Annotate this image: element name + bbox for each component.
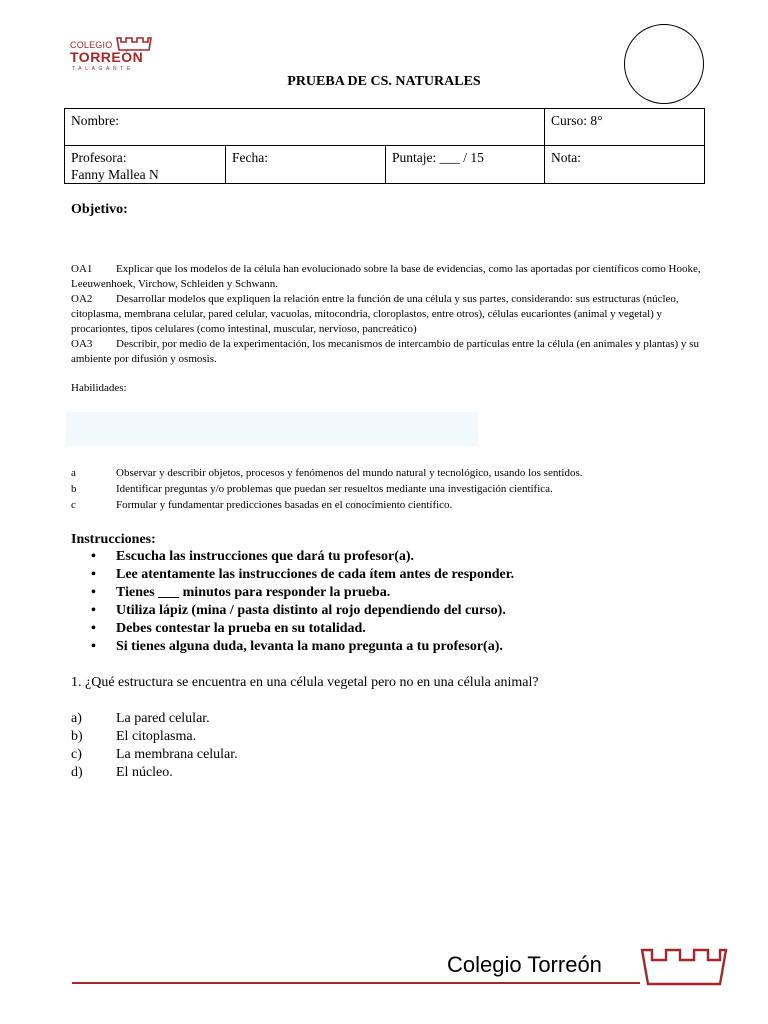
tower-battlement-icon <box>640 948 728 986</box>
instrucciones-heading: Instrucciones: <box>71 532 156 547</box>
profesora-cell <box>65 146 226 184</box>
instruction-item: • Lee atentamente las instrucciones de cada ítem antes de responder. <box>91 567 515 582</box>
nombre-field[interactable]: Nombre: <box>65 109 545 146</box>
page-title: PRUEBA DE CS. NATURALES <box>287 74 481 89</box>
footer-divider <box>72 982 640 984</box>
school-logo <box>70 36 152 72</box>
objective-item: OA1 Explicar que los modelos de la célula han evolucionado sobre la base de evidencias, como las aportadas por científicos como Hooke, Leeuwenhoek, Virchow, Schleiden y Schwann. <box>71 263 701 290</box>
answer-option-a[interactable]: a) La pared celular. <box>71 711 210 726</box>
skill-item: c Formular y fundamentar predicciones basadas en el conocimiento científico. <box>71 499 453 511</box>
skill-item: b Identificar preguntas y/o problemas que puedan ser resueltos mediante una investigación científica. <box>71 483 553 495</box>
instruction-item: • Tienes ___ minutos para responder la prueba. <box>91 585 391 600</box>
answer-option-c[interactable]: c) La membrana celular. <box>71 747 238 762</box>
logo-top-text: COLEGIO <box>70 40 113 50</box>
answer-option-d[interactable]: d) El núcleo. <box>71 765 173 780</box>
objective-item: OA2 Desarrollar modelos que expliquen la relación entre la función de una célula y sus partes, considerando: sus estructuras (núcleo, citoplasma, membrana celular, pared celular, vacuolas, mitocondria, cloroplastos, entre otros), células eucariontes (animal y vegetal) y procariontes, tipos celulares (como intestinal, muscular, nervioso, pancreático) <box>71 293 679 335</box>
instruction-item: • Debes contestar la prueba en su totalidad. <box>91 621 366 636</box>
logo-main-text: TORREÓN <box>70 49 144 65</box>
bullet-icon: • <box>91 621 96 636</box>
instruction-item: • Escucha las instrucciones que dará tu profesor(a). <box>91 549 415 564</box>
habilidades-heading: Habilidades: <box>71 382 127 394</box>
footer-school-name: Colegio Torreón <box>447 952 602 977</box>
objective-item: OA3 Describir, por medio de la experimentación, los mecanismos de intercambio de partículas entre la célula (en animales y plantas) y su ambiente por difusión y osmosis. <box>71 338 699 365</box>
profesora-name: Fanny Mallea N <box>71 167 159 182</box>
bullet-icon: • <box>91 549 96 564</box>
bullet-icon: • <box>91 639 96 654</box>
question-1: 1. ¿Qué estructura se encuentra en una célula vegetal pero no en una célula animal? <box>71 675 539 690</box>
bullet-icon: • <box>91 567 96 582</box>
tower-battlement-icon <box>116 36 152 52</box>
student-info-table <box>64 108 705 184</box>
curso-field: Curso: 8° <box>545 109 705 146</box>
objectives-list <box>71 262 701 367</box>
instructions-list <box>71 548 514 656</box>
instruction-item: • Si tienes alguna duda, levanta la mano pregunta a tu profesor(a). <box>91 639 503 654</box>
bullet-icon: • <box>91 585 96 600</box>
objetivo-heading: Objetivo: <box>71 202 128 217</box>
profesora-label: Profesora: <box>71 150 127 165</box>
skills-list <box>71 465 701 513</box>
bullet-icon: • <box>91 603 96 618</box>
habilidades-highlight-box <box>66 412 478 446</box>
answer-option-b[interactable]: b) El citoplasma. <box>71 729 197 744</box>
skill-item: a Observar y describir objetos, procesos y fenómenos del mundo natural y tecnológico, usando los sentidos. <box>71 467 583 479</box>
fecha-field[interactable]: Fecha: <box>226 146 386 184</box>
instruction-item: • Utiliza lápiz (mina / pasta distinto al rojo dependiendo del curso). <box>91 603 506 618</box>
nota-field[interactable]: Nota: <box>545 146 705 184</box>
question-1-options <box>71 710 238 782</box>
puntaje-field: Puntaje: ___ / 15 <box>386 146 545 184</box>
grade-circle <box>624 24 704 104</box>
logo-sub-text: TALAGANTE <box>72 66 134 72</box>
